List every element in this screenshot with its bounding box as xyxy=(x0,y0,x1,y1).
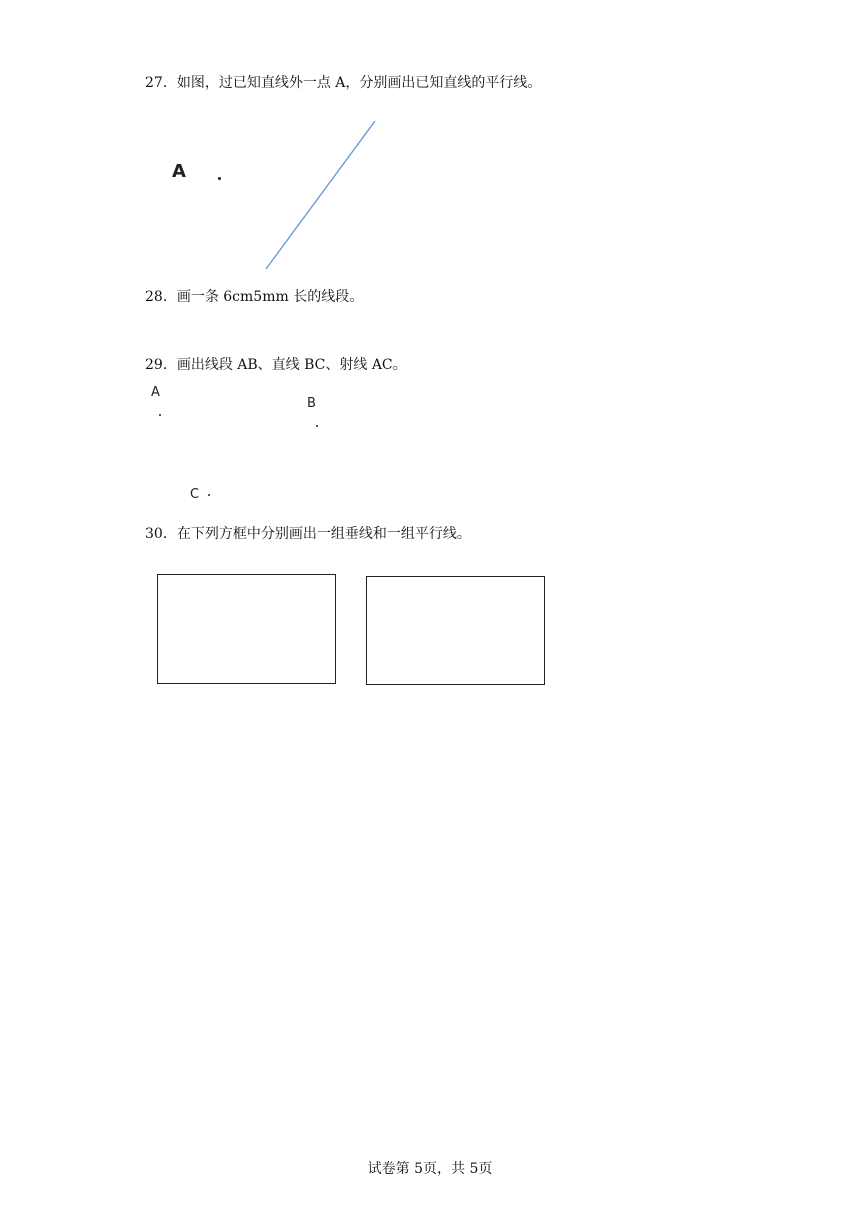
page-footer: 试卷第 5页，共 5页 xyxy=(367,1161,493,1177)
point-a-dot-q29 xyxy=(159,414,161,416)
point-a-label-q27: A xyxy=(172,161,186,182)
point-c-dot-q29 xyxy=(208,494,210,496)
drawing-box-perpendicular[interactable] xyxy=(157,574,336,684)
point-b-dot-q29 xyxy=(316,425,318,427)
point-a-label-q29: A xyxy=(151,385,160,400)
question-29-text: 29．画出线段 AB、直线 BC、射线 AC。 xyxy=(145,357,407,373)
question-27-text: 27．如图，过已知直线外一点 A，分别画出已知直线的平行线。 xyxy=(145,75,542,91)
question-28-text: 28．画一条 6cm5mm 长的线段。 xyxy=(145,289,364,305)
given-line xyxy=(266,121,375,269)
point-c-label-q29: C xyxy=(190,487,200,502)
drawing-box-parallel[interactable] xyxy=(366,576,545,685)
point-b-label-q29: B xyxy=(307,396,316,411)
question-30-text: 30．在下列方框中分别画出一组垂线和一组平行线。 xyxy=(145,526,471,542)
